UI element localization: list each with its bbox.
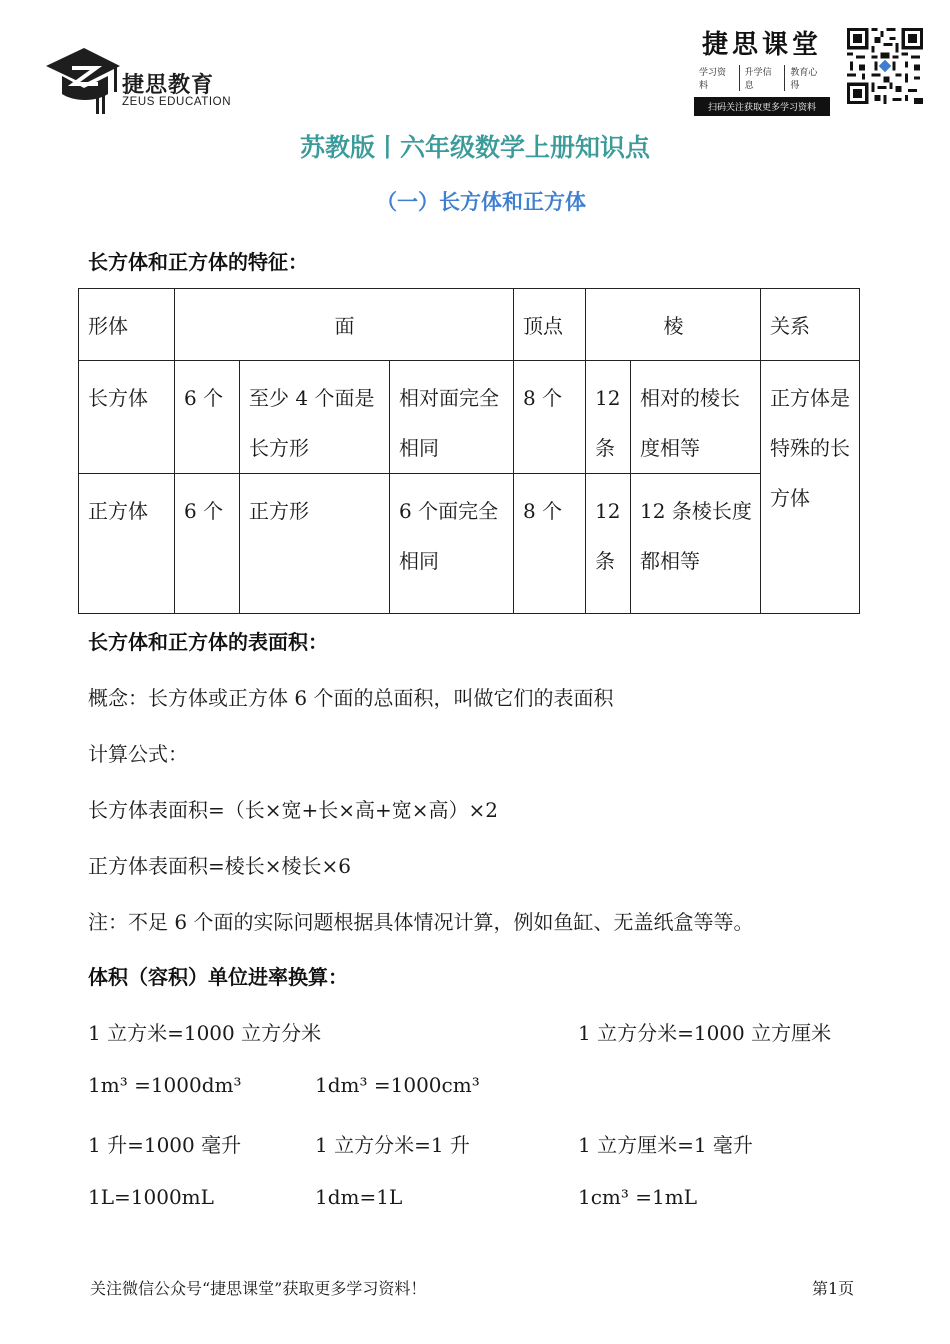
table-row (79, 361, 860, 474)
page-title: 苏教版丨六年级数学上册知识点 (299, 133, 650, 162)
cell-shape: 长方体 (79, 361, 175, 474)
brand-tag: 学习资料 (694, 65, 740, 91)
conversion-item: 1cm³ =1mL (578, 1185, 697, 1209)
header-face: 面 (175, 289, 514, 361)
conversion-item: 1L=1000mL (88, 1185, 214, 1209)
brand-tagline: 扫码关注获取更多学习资料 (694, 97, 830, 116)
cell-edge-relation: 12 条棱长度都相等 (631, 474, 761, 614)
cell-face-relation: 相对面完全相同 (390, 361, 514, 474)
section-subtitle: （一）长方体和正方体 (376, 190, 586, 214)
cell-face-shape: 至少 4 个面是长方形 (240, 361, 390, 474)
surface-concept: 概念：长方体或正方体 6 个面的总面积，叫做它们的表面积 (88, 686, 614, 710)
brand-tag: 升学信息 (740, 65, 786, 91)
formula-label: 计算公式： (88, 742, 188, 766)
qr-code-icon[interactable] (847, 28, 923, 104)
cell-edge-relation: 相对的棱长度相等 (631, 361, 761, 474)
conversion-item: 1 立方分米=1000 立方厘米 (578, 1021, 832, 1045)
header-vertex: 顶点 (514, 289, 586, 361)
header-shape: 形体 (79, 289, 175, 361)
surface-note: 注：不足 6 个面的实际问题根据具体情况计算，例如鱼缸、无盖纸盒等等。 (88, 910, 754, 934)
cell-edge-count: 12 条 (586, 361, 631, 474)
table-row (79, 474, 860, 614)
cell-relation: 正方体是特殊的长方体 (761, 361, 860, 614)
cell-shape: 正方体 (79, 474, 175, 614)
cell-face-count: 6 个 (175, 474, 240, 614)
conversion-item: 1 立方分米=1 升 (315, 1133, 470, 1157)
surface-heading: 长方体和正方体的表面积： (88, 630, 328, 654)
logo-name-en: ZEUS EDUCATION (122, 96, 232, 108)
brand-block (694, 24, 830, 116)
table-header-row (79, 289, 860, 361)
cube-formula: 正方体表面积=棱长×棱长×6 (88, 854, 351, 878)
brand-name: 捷思课堂 (701, 30, 822, 60)
footer-text: 关注微信公众号“捷思课堂”获取更多学习资料！ (90, 1279, 427, 1298)
conversion-item: 1 升=1000 毫升 (88, 1133, 242, 1157)
brand-tag: 教育心得 (790, 68, 818, 91)
features-heading: 长方体和正方体的特征： (88, 250, 308, 274)
conversion-item: 1 立方厘米=1 毫升 (578, 1133, 753, 1157)
conversion-item: 1m³ =1000dm³ (88, 1073, 242, 1097)
cell-face-count: 6 个 (175, 361, 240, 474)
conversion-item: 1dm³ =1000cm³ (315, 1073, 480, 1097)
volume-heading: 体积（容积）单位进率换算： (88, 965, 348, 989)
cell-vertex: 8 个 (514, 361, 586, 474)
header-edge: 棱 (586, 289, 761, 361)
cell-edge-count: 12 条 (586, 474, 631, 614)
conversion-item: 1dm=1L (315, 1185, 403, 1209)
logo-name-cn: 捷思教育 (122, 73, 215, 98)
page-number: 第1页 (812, 1279, 855, 1298)
brand-tags (694, 65, 830, 91)
cell-face-shape: 正方形 (240, 474, 390, 614)
features-table (78, 288, 860, 614)
cell-vertex: 8 个 (514, 474, 586, 614)
conversion-item: 1 立方米=1000 立方分米 (88, 1021, 322, 1045)
header-relation: 关系 (761, 289, 860, 361)
cuboid-formula: 长方体表面积=（长×宽+长×高+宽×高）×2 (88, 798, 499, 822)
cell-face-relation: 6 个面完全相同 (390, 474, 514, 614)
